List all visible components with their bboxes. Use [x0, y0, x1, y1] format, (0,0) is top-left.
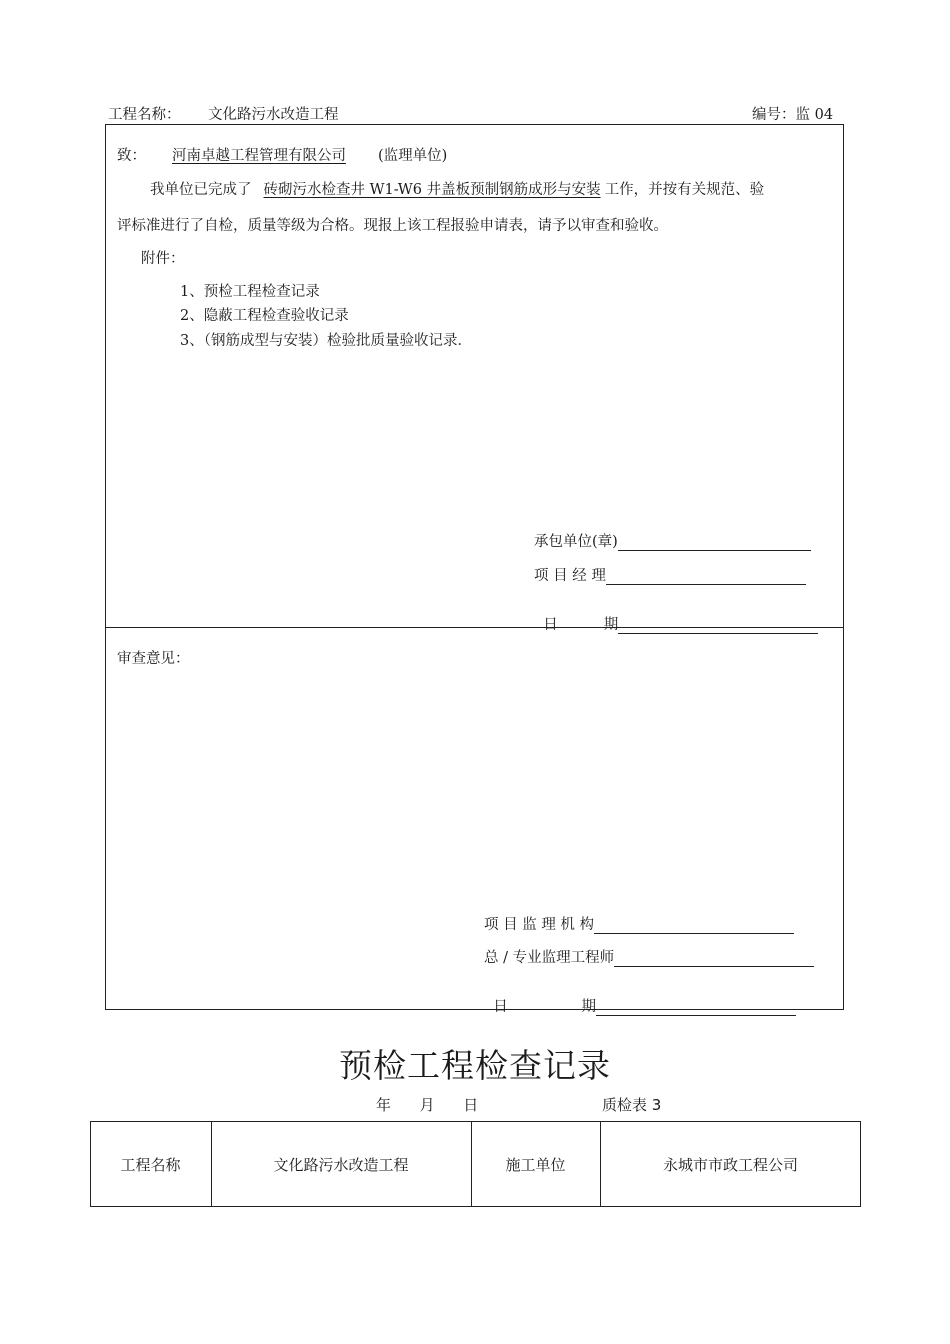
- review-date-row: [484, 979, 796, 1016]
- project-name-value: 文化路污水改造工程: [208, 107, 339, 123]
- table-cell-unit-value: 永城市市政工程公司: [662, 1155, 798, 1174]
- contractor-label: 承包单位(章): [534, 534, 618, 550]
- supervision-org-row: [484, 913, 794, 934]
- attachments-label: 附件：: [141, 251, 185, 267]
- table-cell-unit-label: 施工单位: [505, 1155, 566, 1174]
- engineer-row: [484, 946, 814, 967]
- project-name-label: 工程名称：: [108, 107, 181, 123]
- to-prefix: 致：: [117, 148, 146, 164]
- precheck-title: 预检工程检查记录: [339, 1046, 611, 1085]
- table-cell-project-value: 文化路污水改造工程: [273, 1155, 409, 1174]
- contractor-signature-line: [618, 536, 811, 551]
- precheck-date-line: 年 月 日: [376, 1096, 479, 1114]
- contractor-signature-row: [534, 530, 811, 551]
- engineer-label: 总 / 专业监理工程师: [484, 950, 615, 966]
- manager-label: 项 目 经 理: [534, 568, 606, 584]
- attachment-item: 1、预检工程检查记录: [180, 284, 320, 300]
- body-prefix: 我单位已完成了: [150, 182, 252, 198]
- attachment-item: 2、隐蔽工程检查验收记录: [180, 308, 349, 324]
- addressee-line: [117, 144, 447, 165]
- body-suffix: 工作，并按有关规范、验: [604, 182, 765, 198]
- report-body-line-2: 评标准进行了自检，质量等级为合格。现报上该工程报验申请表，请予以审查和验收。: [117, 218, 668, 234]
- report-body-line-1: [150, 178, 764, 199]
- report-date-line: [618, 619, 818, 634]
- review-date-line: [596, 1001, 796, 1016]
- report-date-row: [534, 597, 818, 634]
- supervision-company: 河南卓越工程管理有限公司: [172, 148, 346, 164]
- manager-signature-line: [606, 570, 806, 585]
- review-opinion-label: 审查意见：: [117, 651, 190, 667]
- table-cell-project-label: 工程名称: [120, 1155, 181, 1174]
- form-number: 编号：监 04: [752, 107, 834, 123]
- supervision-unit-suffix: (监理单位): [378, 148, 448, 164]
- engineer-signature-line: [614, 952, 814, 967]
- work-item: 砖砌污水检查井 W1-W6 井盖板预制钢筋成形与安装: [263, 182, 601, 198]
- precheck-form-number: 质检表 3: [602, 1096, 662, 1114]
- supervision-org-line: [594, 919, 794, 934]
- manager-signature-row: [534, 564, 806, 585]
- review-date-label: 日 期: [493, 999, 596, 1015]
- report-date-label: 日 期: [543, 617, 619, 633]
- attachment-item: 3、（钢筋成型与安装）检验批质量验收记录．: [180, 333, 472, 349]
- supervision-org-label: 项 目 监 理 机 构: [484, 917, 595, 933]
